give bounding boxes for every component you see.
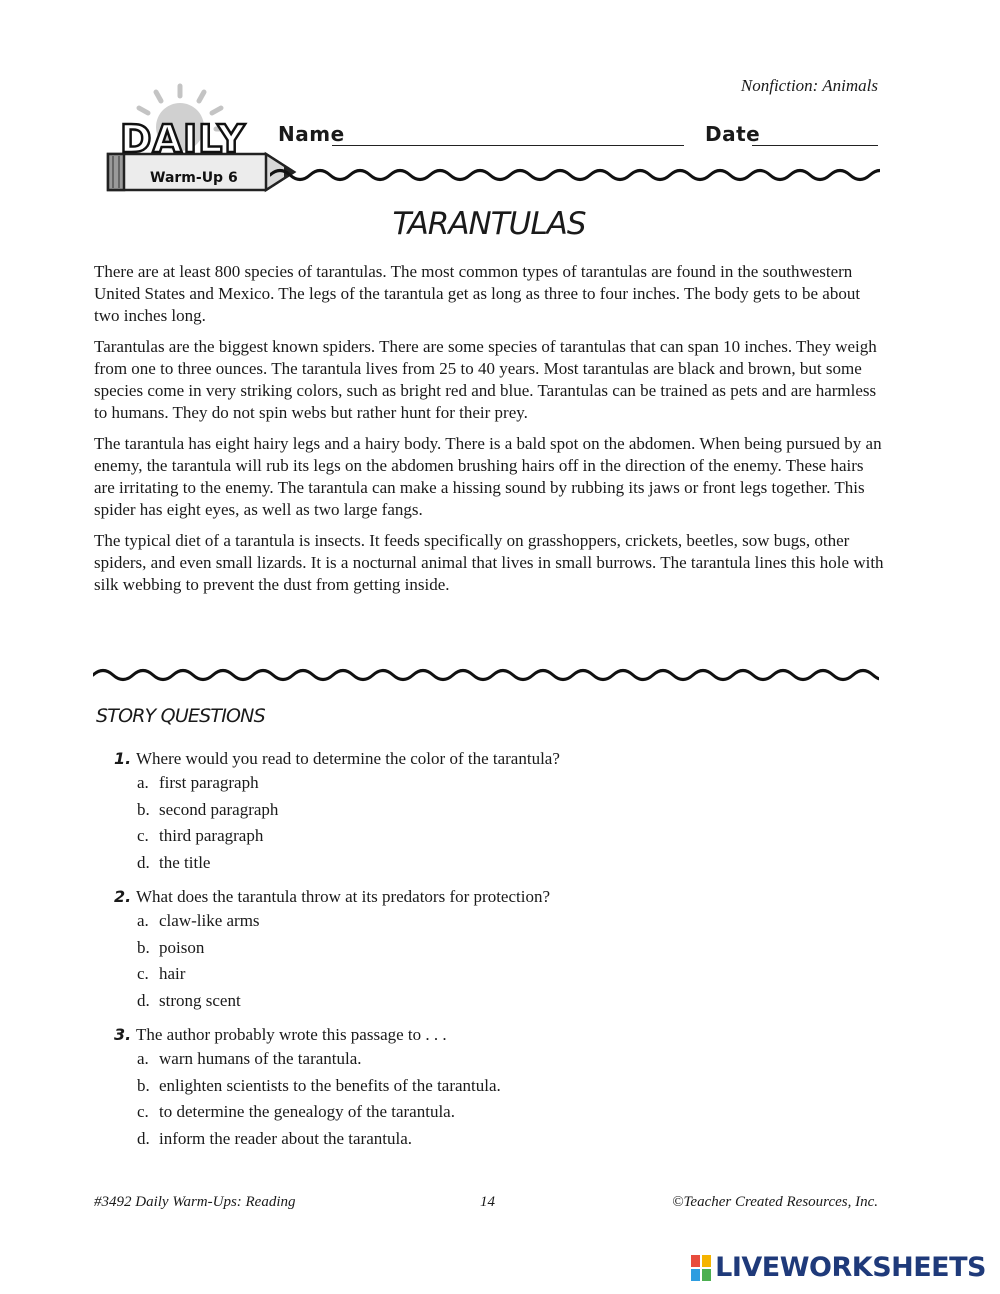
warmup-label: Warm-Up 6 xyxy=(150,170,238,186)
question-text: What does the tarantula throw at its predators for protection? xyxy=(136,887,550,906)
question-text: The author probably wrote this passage to . . . xyxy=(136,1025,447,1044)
footer-page-number: 14 xyxy=(480,1194,495,1210)
section-wavy-divider xyxy=(93,663,879,687)
passage-paragraph: The typical diet of a tarantula is insects. It feeds specifically on grasshoppers, crickets, beetles, sow bugs, other spiders, and even small lizards. It is a nocturnal animal that lives in small burrows. The tarantula lines this hole with silk webbing to prevent the dust from getting inside. xyxy=(94,531,884,594)
passage-paragraph: There are at least 800 species of tarantulas. The most common types of tarantulas are found in the southwestern United States and Mexico. The legs of the tarantula get as long as three to four inches. The body gets to be about two inches long. xyxy=(94,262,861,325)
logo-word: DAILY xyxy=(120,117,246,161)
footer-copyright: ©Teacher Created Resources, Inc. xyxy=(672,1194,878,1210)
name-field[interactable] xyxy=(332,145,684,146)
liveworksheets-logo[interactable] xyxy=(691,1252,986,1283)
answer-option[interactable]: a. claw-like arms xyxy=(137,911,260,930)
category-label: Nonfiction: Animals xyxy=(740,76,878,95)
question-number: 3. xyxy=(114,1025,132,1044)
passage xyxy=(94,261,884,605)
questions-list xyxy=(114,748,894,1162)
passage-paragraph: The tarantula has eight hairy legs and a hairy body. There is a bald spot on the abdomen. When being pursued by an enemy, the tarantula will rub its legs on the abdomen brushing hairs off in the direction of the enemy. These hairs are irritating to the enemy. The tarantula can make a hissing sound by rubbing its jaws or front legs together. This spider has eight eyes, as well as two large fangs. xyxy=(94,434,882,519)
page-title: TARANTULAS xyxy=(392,206,586,242)
passage-paragraph: Tarantulas are the biggest known spiders. There are some species of tarantulas that can span 10 inches. They weigh from one to three ounces. The tarantula lives from 25 to 40 years. Most tarantulas are black and brown, but some species come in very striking colors, such as bright red and blue. Tarantulas can be trained as pets and are harmless to humans. They do not spin webs but rather hunt for their prey. xyxy=(94,337,877,422)
name-label: Name xyxy=(278,122,345,146)
liveworksheets-blocks-icon xyxy=(691,1255,711,1281)
question-number: 1. xyxy=(114,749,132,768)
answer-option[interactable]: c. hair xyxy=(137,964,186,983)
answer-option[interactable]: d. strong scent xyxy=(137,990,241,1010)
question xyxy=(114,1024,894,1152)
answer-option[interactable]: c. third paragraph xyxy=(137,826,264,845)
answer-option[interactable]: b. second paragraph xyxy=(137,799,279,819)
answer-option[interactable]: a. warn humans of the tarantula. xyxy=(137,1049,362,1068)
question xyxy=(114,886,894,1014)
header-wavy-divider xyxy=(270,163,880,187)
date-field[interactable] xyxy=(752,145,878,146)
answer-option[interactable]: c. to determine the genealogy of the tarantula. xyxy=(137,1102,455,1121)
date-label: Date xyxy=(705,122,761,146)
answer-option[interactable]: b. enlighten scientists to the benefits of the tarantula. xyxy=(137,1075,501,1095)
answer-option[interactable]: b. poison xyxy=(137,937,205,957)
question-text: Where would you read to determine the color of the tarantula? xyxy=(136,749,560,768)
answer-option[interactable]: d. inform the reader about the tarantula. xyxy=(137,1128,412,1148)
daily-warmup-logo xyxy=(98,82,298,202)
story-questions-heading: STORY QUESTIONS xyxy=(96,705,265,727)
question xyxy=(114,748,894,876)
liveworksheets-wordmark: LIVEWORKSHEETS xyxy=(715,1252,986,1283)
answer-option[interactable]: a. first paragraph xyxy=(137,773,259,792)
footer-book-title: #3492 Daily Warm-Ups: Reading xyxy=(94,1194,296,1210)
answer-option[interactable]: d. the title xyxy=(137,852,211,872)
question-number: 2. xyxy=(114,887,132,906)
